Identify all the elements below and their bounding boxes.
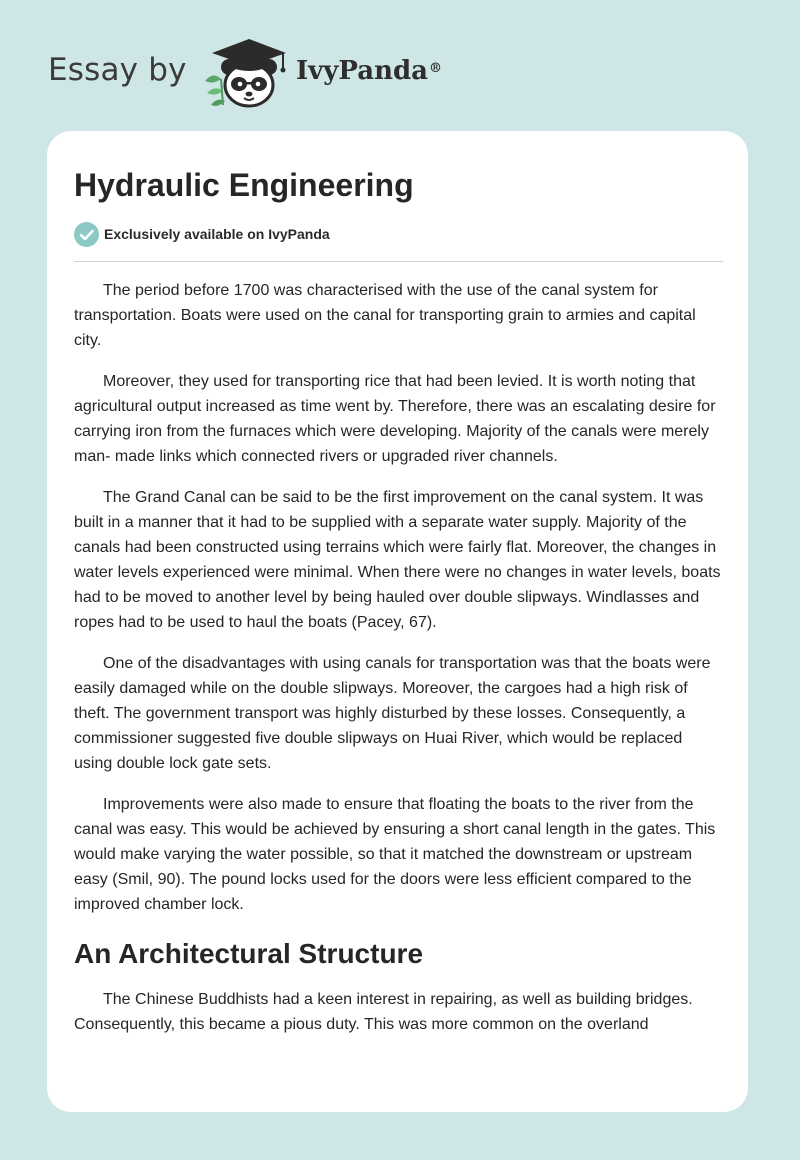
body-paragraph: One of the disadvantages with using canals for transportation was that the boats were easily damaged while on the double slipways. Moreover, the cargoes had a high risk of theft. The government transport was highly disturbed by these losses. Consequently, a commissioner suggested five double slipways on Huai River, which would be replaced using double lock gate sets. (74, 655, 711, 772)
body-paragraph: The period before 1700 was characterised with the use of the canal system for transportation. Boats were used on the canal for transporting grain to armies and capital city. (74, 282, 696, 349)
site-header (0, 0, 800, 130)
registered-mark: ® (429, 61, 443, 76)
body-paragraph: The Grand Canal can be said to be the first improvement on the canal system. It was built in a manner that it had to be supplied with a separate water supply. Majority of the canals had been constructed using terrains which were fairly flat. Moreover, the changes in water levels experienced were minimal. When there were no changes in water levels, boats had to be moved to another level by being hauled over double slipways. Windlasses and ropes had to be used to haul the boats (Pacey, 67). (74, 489, 721, 631)
section-heading: An Architectural Structure (74, 938, 424, 969)
exclusive-badge (74, 221, 330, 247)
body-paragraph: The Chinese Buddhists had a keen interest in repairing, as well as building bridges. Consequently, this became a pious duty. This was more common on the overland (74, 991, 693, 1033)
essay-by-label: Essay by (48, 52, 187, 88)
ivypanda-brand-name[interactable] (296, 53, 442, 89)
body-paragraph: Moreover, they used for transporting rice that had been levied. It is worth noting that agricultural output increased as time went by. Therefore, there was an escalating desire for carrying iron from the furnaces which were developing. Majority of the canals were merely man- made links which connected rivers or upgraded river channels. (74, 373, 716, 465)
essay-title: Hydraulic Engineering (74, 167, 414, 203)
essay-body (74, 278, 724, 1053)
brand-name-text: IvyPanda (296, 56, 429, 86)
panda-graduate-logo-icon[interactable] (201, 35, 293, 109)
check-circle-icon (74, 222, 99, 247)
title-divider (74, 261, 723, 262)
essay-card (47, 131, 748, 1112)
body-paragraph: Improvements were also made to ensure that floating the boats to the river from the canal was easy. This would be achieved by ensuring a short canal length in the gates. This would make varying the water possible, so that it matched the downstream or upstream easy (Smil, 90). The pound locks used for the doors were less efficient compared to the improved chamber lock. (74, 796, 716, 913)
exclusive-badge-text: Exclusively available on IvyPanda (104, 226, 330, 242)
